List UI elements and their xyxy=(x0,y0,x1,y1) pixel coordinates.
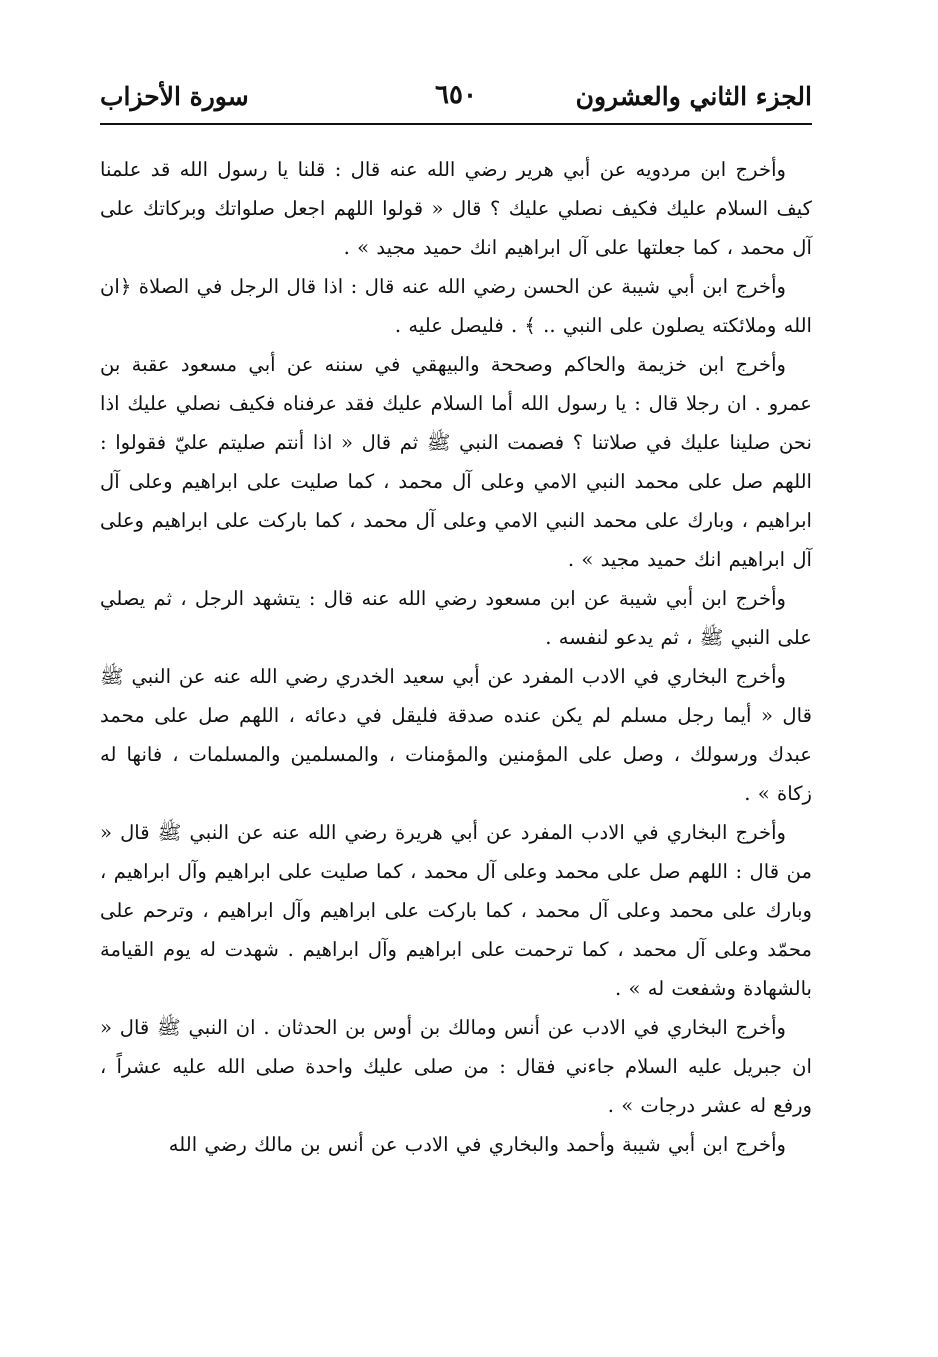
page-body xyxy=(100,150,812,1164)
volume-part-title: الجزء الثاني والعشرون xyxy=(575,82,812,111)
paragraph: وأخرج البخاري في الادب المفرد عن أبي سعيد الخدري رضي الله عنه عن النبي ﷺ قال « أيما رجل مسلم لم يكن عنده صدقة فليقل في دعائه ، اللهم صل على محمد عبدك ورسولك ، وصل على المؤمنين والمؤمنات ، والمسلمين والمسلمات ، فانها له زكاة » . xyxy=(100,665,812,805)
paragraph: وأخرج البخاري في الادب عن أنس ومالك بن أوس بن الحدثان . ان النبي ﷺ قال « ان جبريل عليه السلام جاءني فقال : من صلى عليك واحدة صلى الله عليه عشراً ، ورفع له عشر درجات » . xyxy=(100,1016,812,1117)
paragraph: وأخرج ابن أبي شيبة وأحمد والبخاري في الادب عن أنس بن مالك رضي الله xyxy=(168,1133,786,1156)
paragraph: وأخرج البخاري في الادب المفرد عن أبي هريرة رضي الله عنه عن النبي ﷺ قال « من قال : اللهم صل على محمد وعلى آل محمد ، كما صليت على ابراهيم وآل ابراهيم ، وبارك على محمد وعلى آل محمد ، كما باركت على ابراهيم وآل ابراهيم ، وترحم على محمّد وعلى آل محمد ، كما ترحمت على ابراهيم وآل ابراهيم . شهدت له يوم القيامة بالشهادة وشفعت له » . xyxy=(100,821,812,1000)
surah-title: سورة الأحزاب xyxy=(100,82,249,111)
paragraph: وأخرج ابن أبي شيبة عن ابن مسعود رضي الله عنه قال : يتشهد الرجل ، ثم يصلي على النبي ﷺ ، ثم يدعو لنفسه . xyxy=(100,587,812,649)
paragraph: وأخرج ابن أبي شيبة عن الحسن رضي الله عنه قال : اذا قال الرجل في الصلاة ﴿ان الله وملائكته يصلون على النبي .. ﴾ . فليصل عليه . xyxy=(100,275,812,337)
paragraph: وأخرج ابن مردويه عن أبي هرير رضي الله عنه قال : قلنا يا رسول الله قد علمنا كيف السلام عليك فكيف نصلي عليك ؟ قال « قولوا اللهم اجعل صلواتك وبركاتك على آل محمد ، كما جعلتها على آل ابراهيم انك حميد مجيد » . xyxy=(100,158,812,259)
header-divider xyxy=(100,123,812,125)
page-header xyxy=(100,78,812,118)
page-number: ٦٥٠ xyxy=(435,80,477,110)
paragraph: وأخرج ابن خزيمة والحاكم وصححة والبيهقي في سننه عن أبي مسعود عقبة بن عمرو . ان رجلا قال : يا رسول الله أما السلام عليك فقد عرفناه فكيف نصلي عليك اذا نحن صلينا عليك في صلاتنا ؟ فصمت النبي ﷺ ثم قال « اذا أنتم صليتم عليّ فقولوا : اللهم صل على محمد النبي الامي وعلى آل محمد ، كما صليت على ابراهيم وعلى آل ابراهيم ، وبارك على محمد النبي الامي وعلى آل محمد ، كما باركت على ابراهيم وعلى آل ابراهيم انك حميد مجيد » . xyxy=(100,353,812,571)
